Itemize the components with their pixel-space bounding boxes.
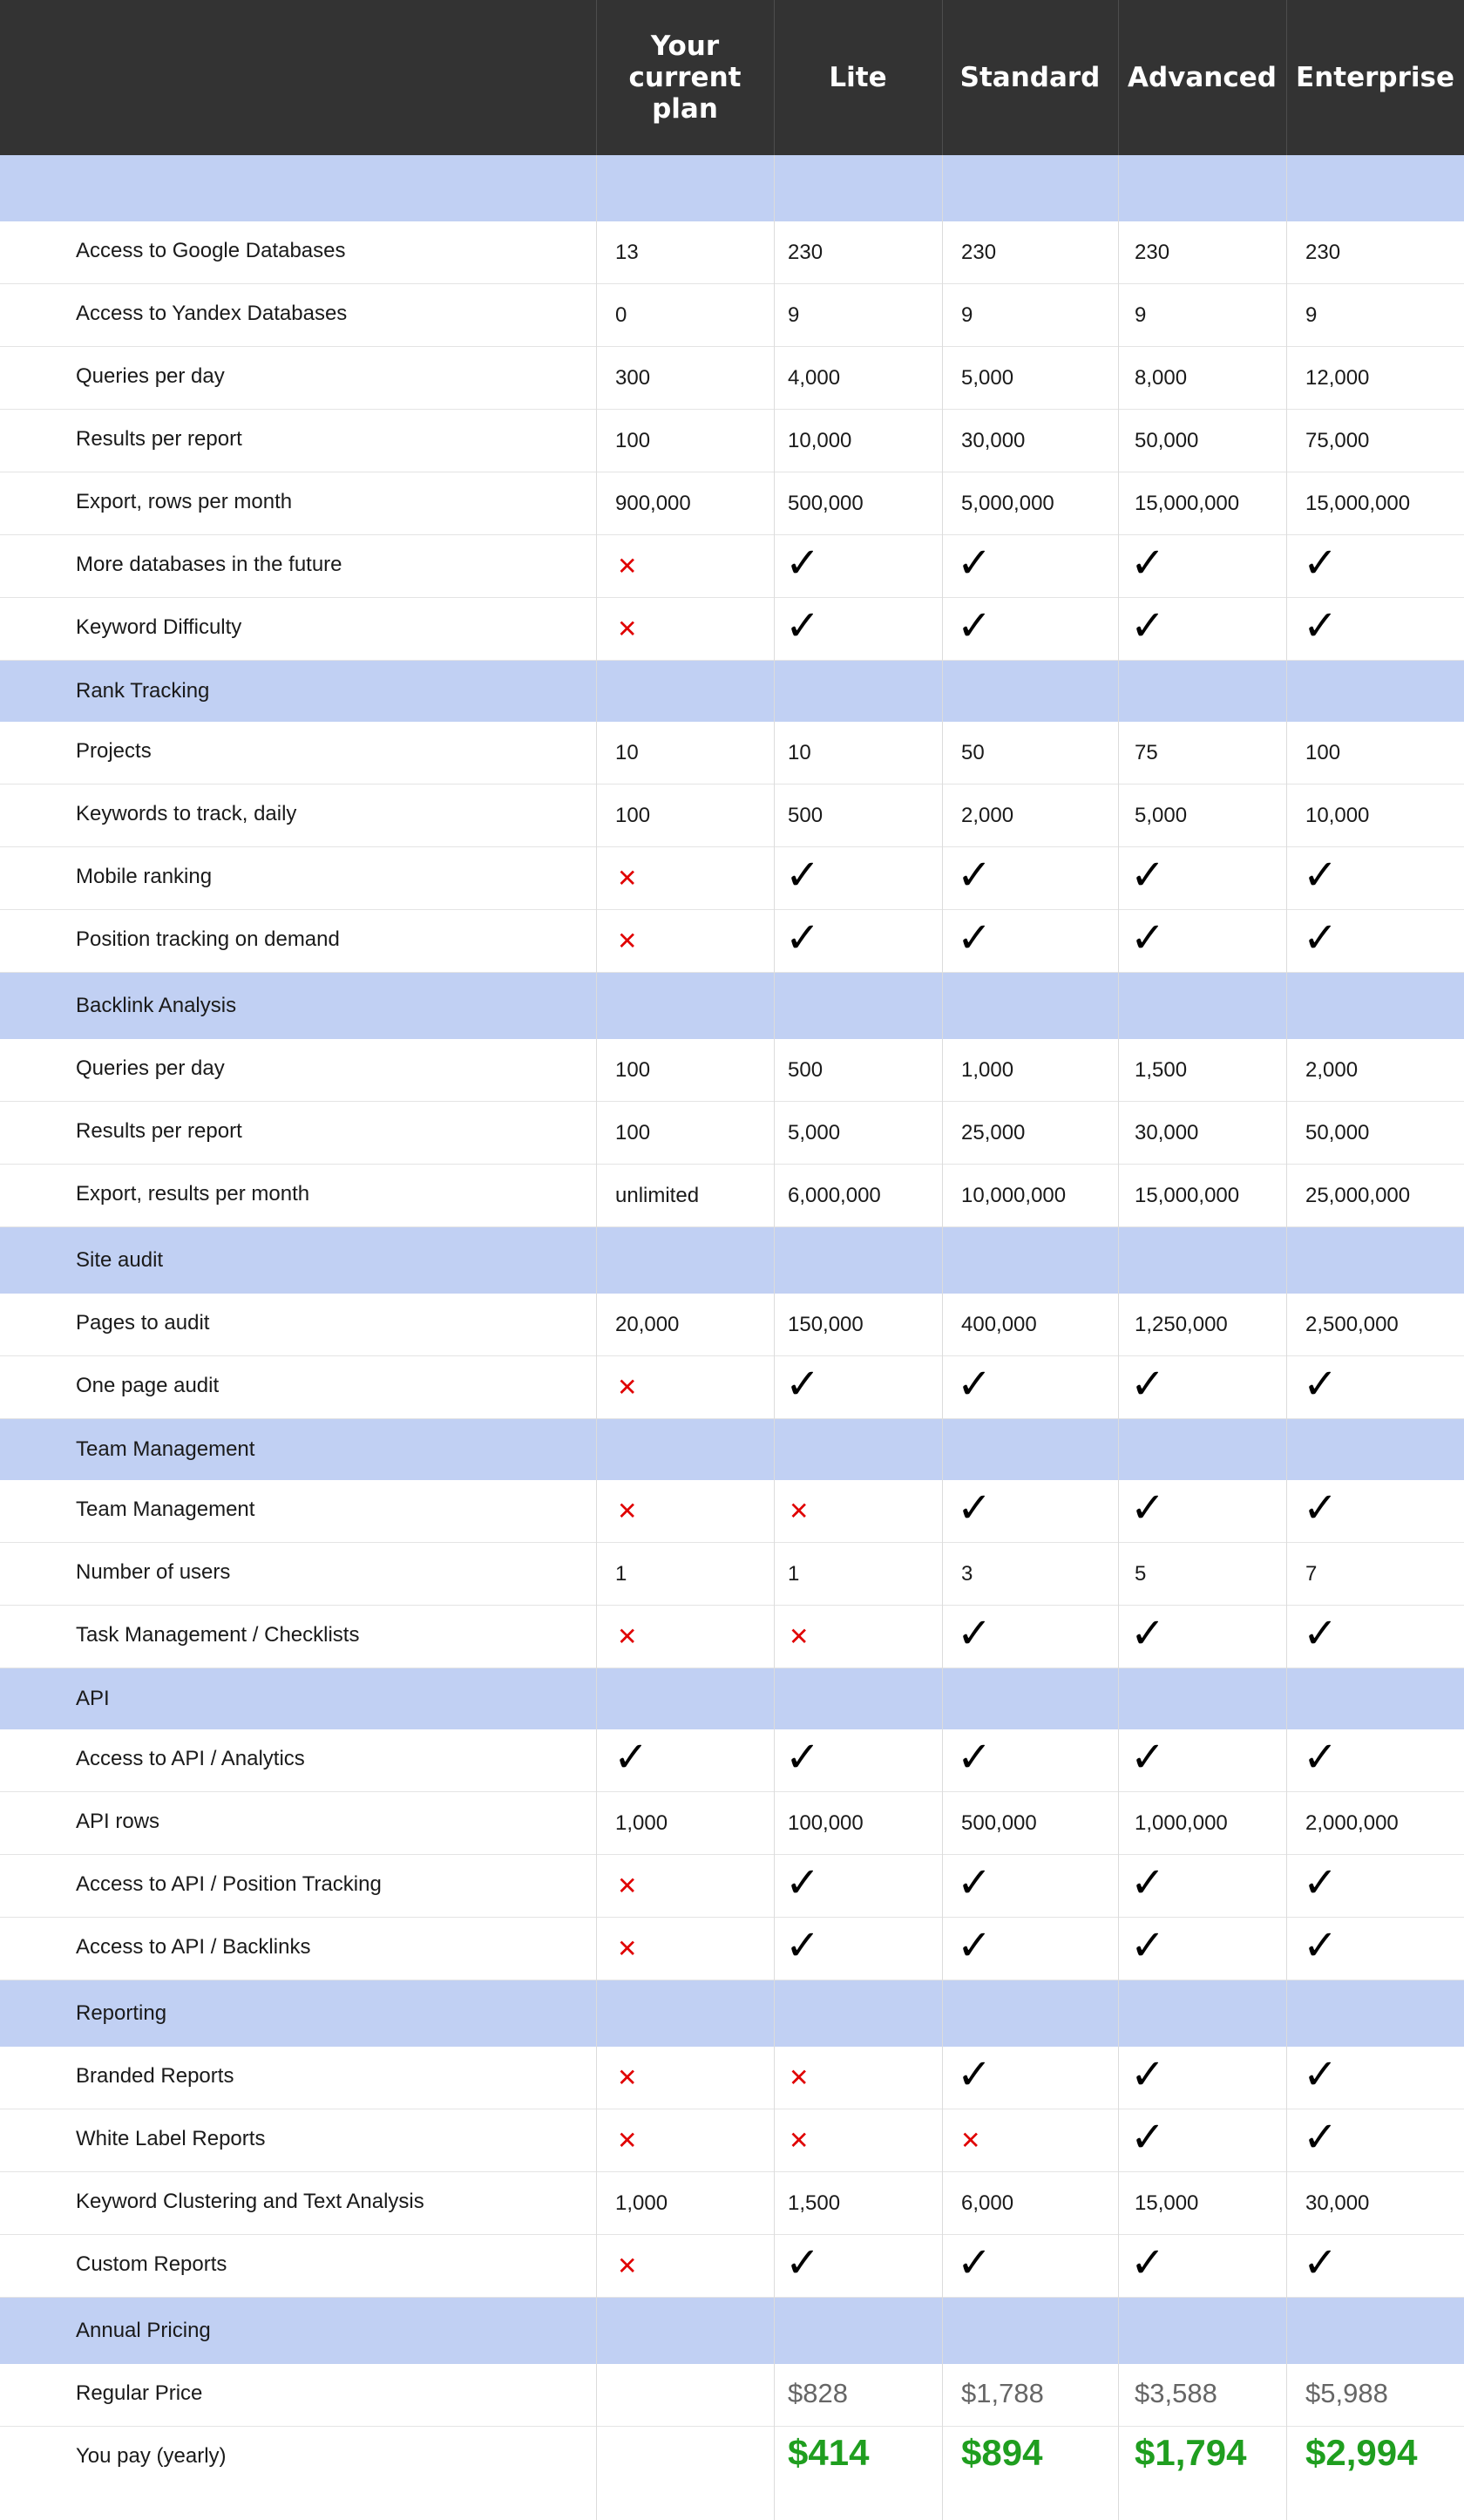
feature-label: One page audit [76, 1374, 220, 1397]
cell-value: 50 [961, 741, 985, 764]
check-icon: ✓ [1130, 2238, 1166, 2287]
cell-value: 5,000,000 [961, 492, 1054, 515]
cell-value: 2,000 [1305, 1058, 1359, 1082]
feature-label: Results per report [76, 427, 242, 451]
feature-label: More databases in the future [76, 553, 342, 576]
column-divider [942, 0, 943, 155]
row-divider [0, 2426, 1464, 2427]
check-icon: ✓ [1130, 1609, 1166, 1658]
column-divider [942, 155, 943, 2520]
regular-price: $1,788 [961, 2378, 1044, 2408]
check-icon: ✓ [957, 1921, 993, 1970]
cell-value: 10 [615, 741, 639, 764]
cell-value: 1,500 [1135, 1058, 1188, 1082]
row-divider [0, 2234, 1464, 2235]
feature-label: Keyword Difficulty [76, 615, 242, 639]
cell-value: 15,000 [1135, 2191, 1199, 2215]
section-label: Rank Tracking [76, 679, 210, 703]
cell-value: 230 [1305, 241, 1341, 264]
cross-icon: ✕ [617, 1872, 638, 1899]
cell-value: 400,000 [961, 1313, 1037, 1336]
row-divider [0, 784, 1464, 785]
feature-label: Keyword Clustering and Text Analysis [76, 2190, 424, 2213]
cell-value: 7 [1305, 1562, 1318, 1586]
section-label: Backlink Analysis [76, 994, 237, 1017]
feature-label: API rows [76, 1810, 160, 1833]
cell-value: 2,500,000 [1305, 1313, 1399, 1336]
cell-value: 25,000 [961, 1121, 1026, 1145]
section-header-reporting [0, 1980, 1464, 2047]
check-icon: ✓ [785, 2238, 821, 2287]
cross-icon: ✕ [617, 2127, 638, 2154]
section-label: Team Management [76, 1437, 255, 1461]
cell-value: 2,000 [961, 804, 1014, 827]
check-icon: ✓ [1130, 2050, 1166, 2099]
check-icon: ✓ [1303, 1360, 1339, 1409]
yearly-price: $894 [961, 2432, 1043, 2473]
row-divider [0, 1101, 1464, 1102]
column-divider [1286, 155, 1287, 2520]
cell-value: 10,000 [1305, 804, 1370, 827]
check-icon: ✓ [1130, 1360, 1166, 1409]
plan-header-enterprise: Enterprise [1296, 62, 1454, 93]
cell-value: 100 [615, 804, 651, 827]
feature-label: Mobile ranking [76, 865, 213, 888]
cell-value: 15,000,000 [1135, 492, 1240, 515]
cross-icon: ✕ [617, 1498, 638, 1525]
plan-header-standard: Standard [959, 62, 1101, 93]
feature-label: You pay (yearly) [76, 2444, 227, 2468]
cell-value: 1,250,000 [1135, 1313, 1228, 1336]
row-divider [0, 2171, 1464, 2172]
table-header [0, 0, 1464, 155]
check-icon: ✓ [1303, 914, 1339, 962]
cell-value: 1,000,000 [1135, 1811, 1228, 1835]
check-icon: ✓ [957, 2238, 993, 2287]
feature-label: Access to API / Position Tracking [76, 1872, 382, 1896]
feature-label: Keywords to track, daily [76, 802, 297, 825]
check-icon: ✓ [785, 851, 821, 900]
cross-icon: ✕ [789, 1498, 810, 1525]
cell-value: 20,000 [615, 1313, 680, 1336]
row-divider [0, 1355, 1464, 1356]
check-icon: ✓ [785, 914, 821, 962]
cell-value: 10 [788, 741, 811, 764]
column-divider [1118, 0, 1119, 155]
cell-value: 150,000 [788, 1313, 864, 1336]
cell-value: 75,000 [1305, 429, 1370, 452]
cell-value: 1 [788, 1562, 800, 1586]
check-icon: ✓ [1303, 1609, 1339, 1658]
cell-value: 500,000 [961, 1811, 1037, 1835]
cell-value: 5,000 [788, 1121, 841, 1145]
cross-icon: ✕ [617, 1623, 638, 1650]
section-label: Reporting [76, 2001, 167, 2025]
check-icon: ✓ [957, 914, 993, 962]
feature-label: Access to Yandex Databases [76, 302, 348, 325]
feature-label: Access to API / Backlinks [76, 1935, 311, 1959]
cell-value: 230 [1135, 241, 1170, 264]
cross-icon: ✕ [960, 2127, 981, 2154]
check-icon: ✓ [1130, 1921, 1166, 1970]
cell-value: unlimited [615, 1184, 700, 1207]
section-label: Site audit [76, 1248, 164, 1272]
feature-label: White Label Reports [76, 2127, 266, 2150]
cross-icon: ✕ [617, 927, 638, 954]
check-icon: ✓ [1303, 601, 1339, 650]
row-divider [0, 1917, 1464, 1918]
column-divider [774, 0, 775, 155]
cell-value: 3 [961, 1562, 973, 1586]
cross-icon: ✕ [617, 865, 638, 892]
cell-value: 50,000 [1135, 429, 1199, 452]
cell-value: 500,000 [788, 492, 864, 515]
cell-value: 300 [615, 366, 651, 390]
cell-value: 9 [788, 303, 800, 327]
check-icon: ✓ [957, 1360, 993, 1409]
check-icon: ✓ [1303, 1733, 1339, 1782]
cell-value: 9 [961, 303, 973, 327]
feature-label: Position tracking on demand [76, 927, 340, 951]
cell-value: 50,000 [1305, 1121, 1370, 1145]
cell-value: 100 [1305, 741, 1341, 764]
check-icon: ✓ [957, 1733, 993, 1782]
cell-value: 13 [615, 241, 639, 264]
row-divider [0, 909, 1464, 910]
cross-icon: ✕ [617, 615, 638, 642]
check-icon: ✓ [957, 1858, 993, 1907]
cell-value: 8,000 [1135, 366, 1188, 390]
column-divider [774, 155, 775, 2520]
feature-label: Regular Price [76, 2381, 203, 2405]
yearly-price: $414 [788, 2432, 870, 2473]
cell-value: 75 [1135, 741, 1158, 764]
cell-value: 0 [615, 303, 627, 327]
cross-icon: ✕ [617, 2252, 638, 2279]
cell-value: 230 [961, 241, 997, 264]
cell-value: 100 [615, 429, 651, 452]
check-icon: ✓ [957, 851, 993, 900]
check-icon: ✓ [1130, 914, 1166, 962]
cross-icon: ✕ [617, 2064, 638, 2091]
row-divider [0, 534, 1464, 535]
row-divider [0, 846, 1464, 847]
row-divider [0, 597, 1464, 598]
check-icon: ✓ [1303, 1858, 1339, 1907]
section-header [0, 155, 1464, 221]
cell-value: 100 [615, 1121, 651, 1145]
plan-header-your-current-plan: Your current plan [628, 31, 742, 125]
cross-icon: ✕ [789, 2064, 810, 2091]
check-icon: ✓ [785, 1360, 821, 1409]
cross-icon: ✕ [789, 2127, 810, 2154]
section-label: Annual Pricing [76, 2319, 211, 2342]
cell-value: 9 [1305, 303, 1318, 327]
feature-label: Custom Reports [76, 2252, 227, 2276]
check-icon: ✓ [957, 2050, 993, 2099]
check-icon: ✓ [957, 601, 993, 650]
section-header-rank-tracking [0, 661, 1464, 722]
cell-value: 500 [788, 1058, 824, 1082]
check-icon: ✓ [1303, 851, 1339, 900]
row-divider [0, 1164, 1464, 1165]
check-icon: ✓ [1130, 1858, 1166, 1907]
column-divider [1118, 155, 1119, 2520]
column-divider [1286, 0, 1287, 155]
cell-value: 10,000 [788, 429, 852, 452]
feature-label: Number of users [76, 1560, 231, 1584]
row-divider [0, 1542, 1464, 1543]
plan-header-advanced: Advanced [1128, 62, 1277, 93]
feature-label: Export, rows per month [76, 490, 293, 513]
cell-value: 1 [615, 1562, 627, 1586]
plan-header-lite: Lite [829, 62, 887, 93]
cell-value: 30,000 [961, 429, 1026, 452]
check-icon: ✓ [1303, 539, 1339, 588]
cell-value: 10,000,000 [961, 1184, 1067, 1207]
cell-value: 230 [788, 241, 824, 264]
cell-value: 30,000 [1135, 1121, 1199, 1145]
regular-price: $5,988 [1305, 2378, 1388, 2408]
check-icon: ✓ [1130, 2113, 1166, 2162]
row-divider [0, 346, 1464, 347]
check-icon: ✓ [1130, 1484, 1166, 1532]
cell-value: 1,000 [615, 1811, 668, 1835]
yearly-price: $1,794 [1135, 2432, 1247, 2473]
row-divider [0, 1791, 1464, 1792]
row-divider [0, 283, 1464, 284]
feature-label: Team Management [76, 1498, 255, 1521]
check-icon: ✓ [613, 1733, 649, 1782]
check-icon: ✓ [957, 1484, 993, 1532]
check-icon: ✓ [785, 1921, 821, 1970]
check-icon: ✓ [957, 539, 993, 588]
section-header-annual-pricing [0, 2298, 1464, 2364]
yearly-price: $2,994 [1305, 2432, 1418, 2473]
check-icon: ✓ [1130, 601, 1166, 650]
cell-value: 15,000,000 [1135, 1184, 1240, 1207]
cell-value: 1,000 [961, 1058, 1014, 1082]
feature-label: Pages to audit [76, 1311, 210, 1335]
check-icon: ✓ [1303, 2238, 1339, 2287]
cell-value: 30,000 [1305, 2191, 1370, 2215]
cross-icon: ✕ [789, 1623, 810, 1650]
cross-icon: ✕ [617, 1935, 638, 1962]
check-icon: ✓ [1303, 2113, 1339, 2162]
regular-price: $3,588 [1135, 2378, 1217, 2408]
check-icon: ✓ [1303, 1484, 1339, 1532]
cell-value: 4,000 [788, 366, 841, 390]
cell-value: 1,500 [788, 2191, 841, 2215]
check-icon: ✓ [1130, 539, 1166, 588]
feature-label: Export, results per month [76, 1182, 310, 1206]
cell-value: 12,000 [1305, 366, 1370, 390]
cell-value: 5,000 [1135, 804, 1188, 827]
cell-value: 9 [1135, 303, 1147, 327]
row-divider [0, 1854, 1464, 1855]
cell-value: 6,000 [961, 2191, 1014, 2215]
cell-value: 25,000,000 [1305, 1184, 1411, 1207]
cell-value: 15,000,000 [1305, 492, 1411, 515]
feature-label: Results per report [76, 1119, 242, 1143]
check-icon: ✓ [1130, 1733, 1166, 1782]
feature-label: Projects [76, 739, 152, 763]
cell-value: 100 [615, 1058, 651, 1082]
check-icon: ✓ [785, 1858, 821, 1907]
feature-label: Task Management / Checklists [76, 1623, 360, 1647]
check-icon: ✓ [785, 539, 821, 588]
feature-label: Queries per day [76, 364, 225, 388]
cell-value: 100,000 [788, 1811, 864, 1835]
check-icon: ✓ [957, 1609, 993, 1658]
section-header-api [0, 1668, 1464, 1729]
check-icon: ✓ [785, 1733, 821, 1782]
row-divider [0, 1605, 1464, 1606]
regular-price: $828 [788, 2378, 848, 2408]
cross-icon: ✕ [617, 553, 638, 580]
column-divider [596, 155, 597, 2520]
check-icon: ✓ [1303, 2050, 1339, 2099]
check-icon: ✓ [1303, 1921, 1339, 1970]
cell-value: 5,000 [961, 366, 1014, 390]
column-divider [596, 0, 597, 155]
cross-icon: ✕ [617, 1374, 638, 1401]
cell-value: 500 [788, 804, 824, 827]
section-header-site-audit [0, 1227, 1464, 1294]
feature-label: Branded Reports [76, 2064, 234, 2088]
section-label: API [76, 1687, 110, 1710]
cell-value: 900,000 [615, 492, 691, 515]
cell-value: 5 [1135, 1562, 1147, 1586]
check-icon: ✓ [1130, 851, 1166, 900]
row-divider [0, 409, 1464, 410]
feature-label: Queries per day [76, 1056, 225, 1080]
check-icon: ✓ [785, 601, 821, 650]
feature-label: Access to API / Analytics [76, 1747, 305, 1770]
feature-label: Access to Google Databases [76, 239, 346, 262]
cell-value: 2,000,000 [1305, 1811, 1399, 1835]
cell-value: 6,000,000 [788, 1184, 881, 1207]
cell-value: 1,000 [615, 2191, 668, 2215]
